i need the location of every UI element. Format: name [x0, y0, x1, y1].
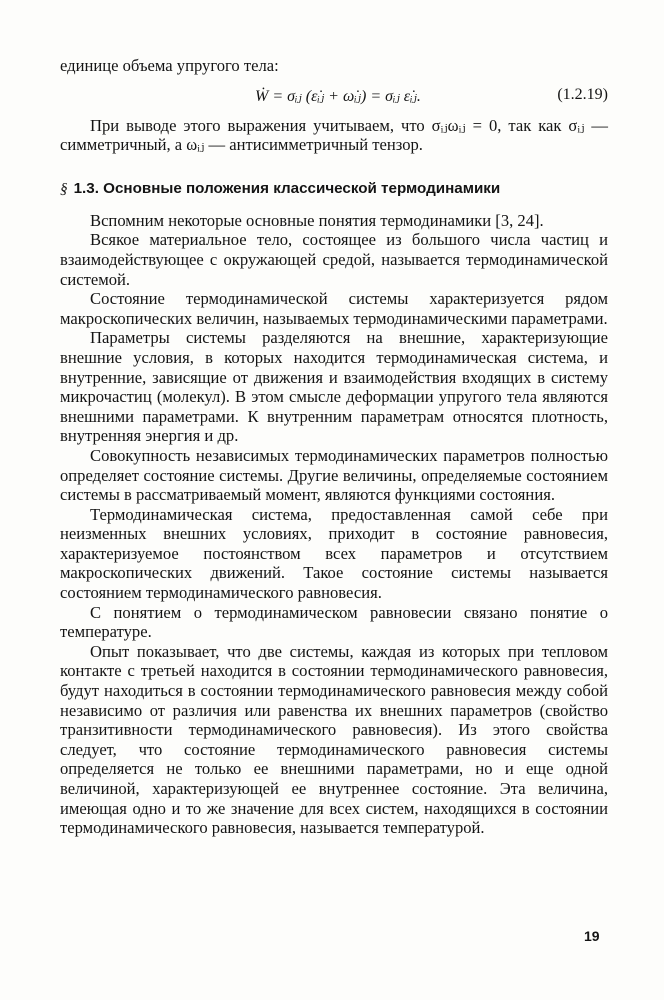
paragraph: Всякое материальное тело, состоящее из большого числа частиц и взаимодействующее с окружающей средой, называется термодинамической системой. [60, 230, 608, 289]
section-sign: § [60, 179, 68, 197]
equation-1-2-19 [60, 80, 608, 108]
paragraph: Параметры системы разделяются на внешние, характеризующие внешние условия, в которых находится термодинамическая система, и внутренние, зависящие от движения и взаимодействия входящих в систему микрочастиц (молекул). В этом смысле деформации упругого тела являются внешними параметрами. К внутренним параметрам относятся плотность, внутренняя энергия и др. [60, 328, 608, 446]
equation-expression: Ẇ = σᵢⱼ (ε̇ᵢⱼ + ω̇ᵢⱼ) = σᵢⱼ ε̇ᵢⱼ. [255, 87, 421, 105]
section-heading [60, 179, 608, 199]
paragraph: Опыт показывает, что две системы, каждая из которых при тепловом контакте с третьей находится в состоянии термодинамического равновесия, будут находиться в состоянии термодинамического равновесия между собой независимо от различия или равенства их внешних параметров (свойство транзитивности термодинамического равновесия). Из этого свойства следует, что состояние термодинамического равновесия системы определяется не только ее внешними параметрами, но и еще одной величиной, характеризующей ее внутреннее состояние. Эта величина, имеющая одно и то же значение для всех систем, находящихся в состоянии термодинамического равновесия, называется температурой. [60, 641, 608, 838]
paragraph: Совокупность независимых термодинамических параметров полностью определяет состояние системы. Другие величины, определяемые состоянием системы в рассматриваемый момент, являются функциями состояния. [60, 445, 608, 505]
equation-number: (1.2.19) [557, 85, 608, 103]
intro-text: единице объема упругого тела: [60, 56, 279, 75]
paragraph: Вспомним некоторые основные понятия термодинамики [3, 24]. [90, 210, 544, 230]
paragraph: С понятием о термодинамическом равновесии связано понятие о температуре. [60, 602, 608, 642]
derivation-note: При выводе этого выражения учитываем, что σᵢⱼωᵢⱼ = 0, так как σᵢⱼ — симметричный, а ωᵢⱼ — антисимметричный тензор. [60, 115, 608, 155]
paragraph: Состояние термодинамической системы характеризуется рядом макроскопических величин, называемых термодинамическими параметрами. [60, 289, 608, 328]
page-content [60, 56, 608, 838]
page-number: 19 [584, 928, 600, 944]
section-title: 1.3. Основные положения классической термодинамики [73, 179, 501, 197]
paragraph: Термодинамическая система, предоставленная самой себе при неизменных внешних условиях, приходит в состояние равновесия, характеризуемое постоянством всех параметров и отсутствием макроскопических движений. Такое состояние системы называется состоянием термодинамического равновесия. [60, 504, 608, 603]
